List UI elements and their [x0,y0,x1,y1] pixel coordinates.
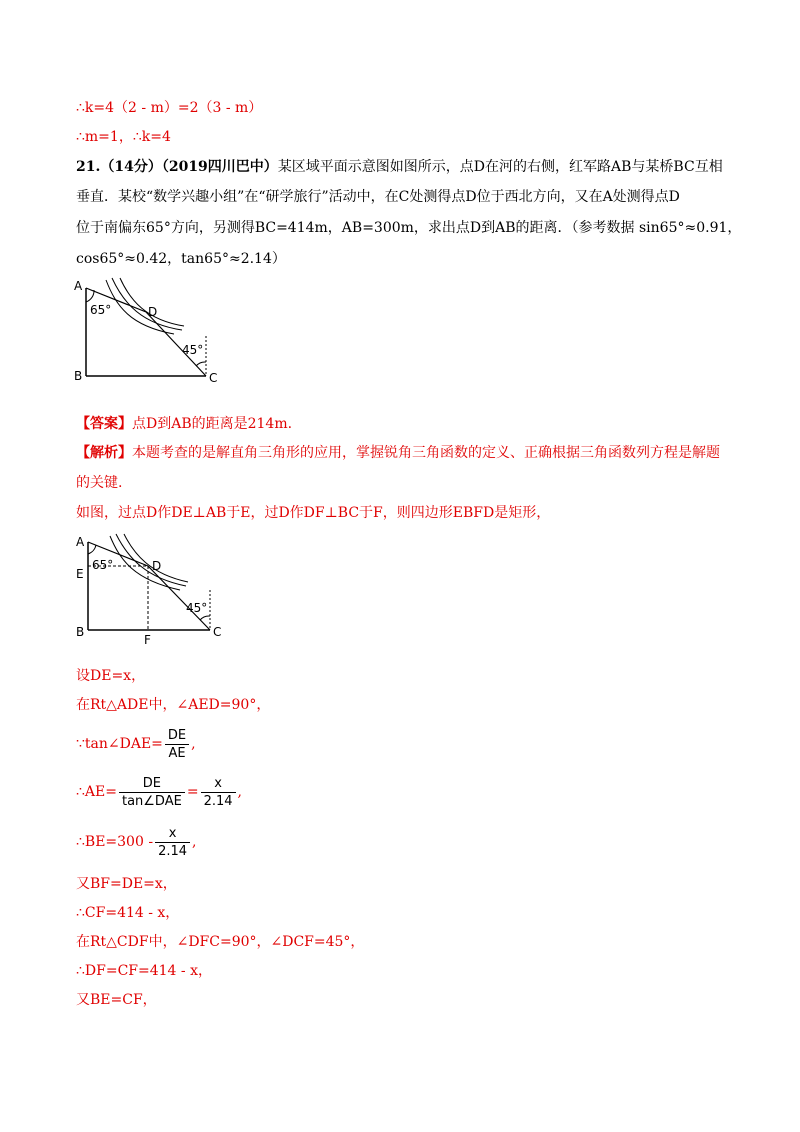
point-label: B [76,625,85,639]
fraction-numerator: x [155,825,190,843]
equation-text: = [186,784,199,800]
analysis-line [76,443,720,463]
solution-line: ∴DF=CF=414 - x， [76,963,212,979]
question-number: 21.（14分）（2019四川巴中） [76,159,278,175]
point-label: D [152,559,162,573]
equation-text: , [192,834,197,850]
question-heading [76,157,723,177]
angle-label: 45° [186,601,208,615]
solution-line: ∴CF=414 - x， [76,905,180,921]
solution-line: 又BF=DE=x， [76,876,177,892]
answer-text: 点D到AB的距离是214m. [132,416,293,432]
solution-line: 在Rt△ADE中，∠AED=90°， [76,697,271,713]
point-label: A [74,279,83,293]
point-label: F [144,633,151,647]
point-label: B [74,369,83,383]
angle-label: 65° [92,558,114,572]
segment-dc [148,566,210,630]
equation-text: , [237,784,242,800]
solution-line: 如图，过点D作DE⊥AB于E，过D作DF⊥BC于F，则四边形EBFD是矩形， [76,505,551,521]
equation-text: ∴BE=300 - [76,834,154,850]
fraction-numerator: DE [165,727,189,745]
solution-line: 设DE=x， [76,668,146,684]
fraction-numerator: DE [119,775,185,793]
fraction [155,825,190,860]
solution-line: 又BE=CF， [76,992,157,1008]
analysis-text: 的关键. [76,475,123,491]
point-label: E [76,567,84,581]
angle-label: 65° [90,303,112,317]
question-text: 垂直．某校“数学兴趣小组”在“研学旅行”活动中，在C处测得点D位于西北方向，又在A处测得点D [76,189,680,205]
solution-line [76,772,242,812]
fraction-denominator: 2.14 [203,793,233,809]
question-text: cos65°≈0.42，tan65°≈2.14） [76,251,286,267]
angle-arc [196,362,206,366]
solution-line [76,724,196,764]
question-figure [72,276,232,386]
angle-label: 45° [182,343,204,357]
fraction [119,775,185,810]
equation-text: ∴AE= [76,784,117,800]
angle-arc [200,616,210,620]
point-label: C [213,625,222,639]
equation-text: ∵tan∠DAE= [76,736,163,752]
question-text: 某区域平面示意图如图所示，点D在河的右侧，红军路AB与某桥BC互相 [277,159,723,175]
fraction-denominator: 2.14 [158,843,188,859]
solution-line [76,822,196,862]
solution-line: 在Rt△CDF中，∠DFC=90°，∠DCF=45°， [76,934,365,950]
solution-figure [72,532,232,647]
equation-line: ∴k=4（2 - m）=2（3 - m） [76,100,263,116]
equation-text: , [191,736,196,752]
fraction [201,775,236,810]
point-label: D [148,305,158,319]
analysis-text: 本题考查的是解直角三角形的应用，掌握锐角三角函数的定义、正确根据三角函数列方程是解题 [132,445,720,461]
fraction [165,727,189,762]
equation-line: ∴m=1，∴k=4 [76,129,171,145]
fraction-numerator: x [201,775,236,793]
river-bank [112,278,182,330]
angle-arc [86,290,94,302]
analysis-tag: 【解析】 [76,445,132,461]
point-label: C [209,371,218,385]
answer-tag: 【答案】 [76,416,132,432]
fraction-denominator: tan∠DAE [121,793,182,809]
angle-arc [88,545,96,554]
answer-line [76,414,292,434]
fraction-denominator: AE [168,745,186,761]
point-label: A [76,535,85,549]
question-text: 位于南偏东65°方向，另测得BC=414m，AB=300m，求出点D到AB的距离．（参考数据 sin65°≈0.91， [76,220,742,236]
